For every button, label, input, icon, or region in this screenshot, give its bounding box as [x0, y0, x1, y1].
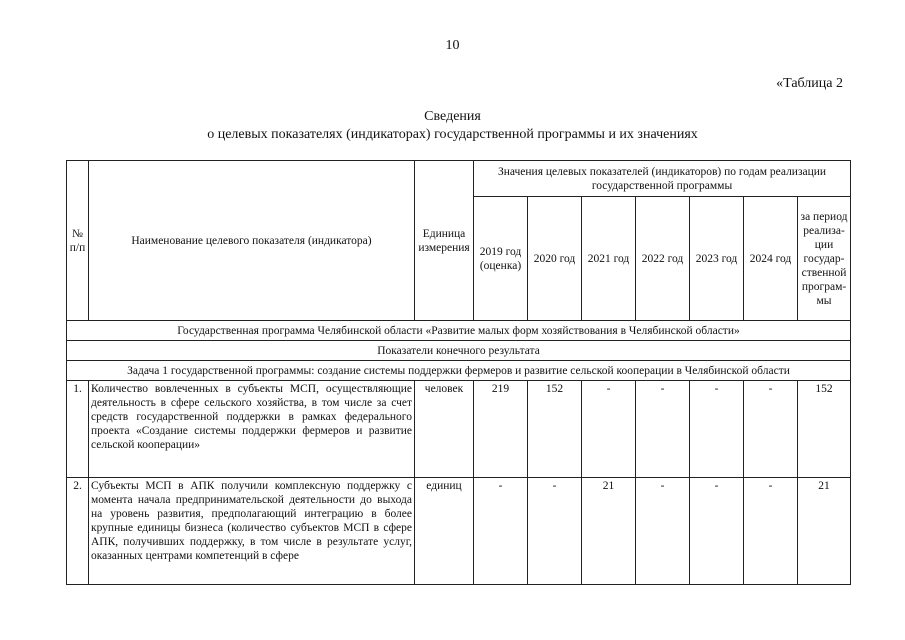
header-period-total: за период реализа-ции государ-ственной програм-мы	[798, 197, 851, 321]
row-value: 152	[528, 381, 582, 478]
row-num: 1.	[67, 381, 89, 478]
header-year-2022: 2022 год	[636, 197, 690, 321]
row-unit: единиц	[415, 478, 474, 585]
section-task1: Задача 1 государственной программы: создание системы поддержки фермеров и развитие сельской кооперации в Челябинской области	[67, 361, 851, 381]
row-name: Субъекты МСП в АПК получили комплексную поддержку с момента начала предпринимательской деятельности до выхода на уровень развития, предполагающий интеграцию в более крупные единицы бизнеса (количество субъектов МСП в сфере АПК, получивших поддержку, в том числе в результате услуг, оказанных центрами компетенций в сфере	[89, 478, 415, 585]
row-value: -	[744, 381, 798, 478]
document-title	[0, 108, 905, 144]
title-line-2: о целевых показателях (индикаторах) государственной программы и их значениях	[207, 127, 698, 142]
table-label: «Таблица 2	[776, 76, 843, 91]
row-value: -	[636, 381, 690, 478]
header-year-2021: 2021 год	[582, 197, 636, 321]
row-name: Количество вовлеченных в субъекты МСП, осуществляющие деятельность в сфере сельского хозяйства, в том числе за счет средств государственной поддержки в рамках федерального проекта «Создание системы поддержки фермеров и развитие сельской кооперации»	[89, 381, 415, 478]
row-value: 219	[474, 381, 528, 478]
header-year-2020: 2020 год	[528, 197, 582, 321]
section-program: Государственная программа Челябинской области «Развитие малых форм хозяйствования в Челябинской области»	[67, 321, 851, 341]
row-value: 21	[582, 478, 636, 585]
row-value: -	[744, 478, 798, 585]
section-indicators: Показатели конечного результата	[67, 341, 851, 361]
header-num: № п/п	[67, 161, 89, 321]
row-value: -	[690, 381, 744, 478]
row-num: 2.	[67, 478, 89, 585]
page-number: 10	[445, 38, 460, 53]
indicators-table	[66, 160, 851, 585]
header-name: Наименование целевого показателя (индикатора)	[89, 161, 415, 321]
header-year-2019: 2019 год (оценка)	[474, 197, 528, 321]
row-value: -	[474, 478, 528, 585]
header-year-2024: 2024 год	[744, 197, 798, 321]
row-value: 21	[798, 478, 851, 585]
header-year-2023: 2023 год	[690, 197, 744, 321]
row-value: -	[528, 478, 582, 585]
header-unit: Единица измерения	[415, 161, 474, 321]
title-line-1: Сведения	[424, 109, 481, 124]
row-unit: человек	[415, 381, 474, 478]
row-value: -	[636, 478, 690, 585]
row-value: 152	[798, 381, 851, 478]
table-row	[67, 478, 851, 585]
row-value: -	[582, 381, 636, 478]
header-values-group: Значения целевых показателей (индикаторов) по годам реализации государственной программы	[474, 161, 851, 197]
row-value: -	[690, 478, 744, 585]
table-row	[67, 381, 851, 478]
